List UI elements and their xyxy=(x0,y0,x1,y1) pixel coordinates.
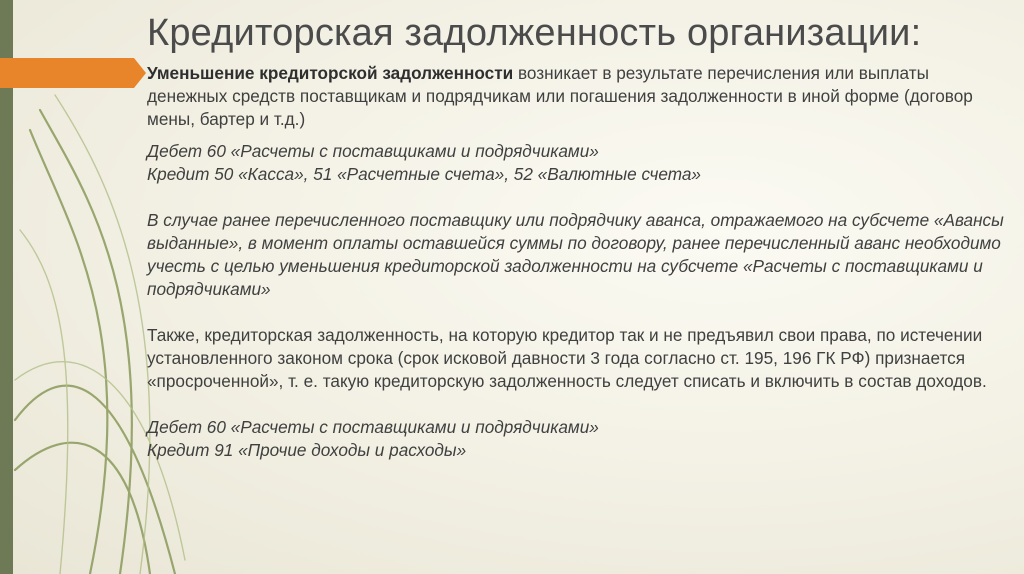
page-title: Кредиторская задолженность организации: xyxy=(147,12,922,54)
accent-arrow xyxy=(134,58,146,88)
accounting-entry-2 xyxy=(147,416,1007,462)
overdue-paragraph: Также, кредиторская задолженность, на которую кредитор так и не предъявил свои права, по истечении установленного законом срока (срок исковой давности 3 года согласно ст. 195, 196 ГК РФ) признается «просроченной», т. е. такую кредиторскую задолженность следует списать и включить в состав доходов. xyxy=(147,325,987,391)
intro-bold-term: Уменьшение кредиторской задолженности xyxy=(147,63,514,83)
slide-content xyxy=(147,62,1007,485)
accounting-entry-1 xyxy=(147,140,1007,186)
advance-paragraph: В случае ранее перечисленного поставщику или подрядчику аванса, отражаемого на субсчете «Авансы выданные», в момент оплаты оставшейся суммы по договору, ранее перечисленный аванс необходимо учесть с целью уменьшения кредиторской задолженности на субсчете «Расчеты с поставщиками и подрядчиками» xyxy=(147,210,1004,299)
accent-tab xyxy=(0,58,134,88)
entry-1-debit: Дебет 60 «Расчеты с поставщиками и подрядчиками» xyxy=(147,141,599,161)
entry-2-debit: Дебет 60 «Расчеты с поставщиками и подрядчиками» xyxy=(147,417,599,437)
intro-paragraph xyxy=(147,62,1007,131)
entry-1-credit: Кредит 50 «Касса», 51 «Расчетные счета», 52 «Валютные счета» xyxy=(147,164,701,184)
intro-text: возникает в результате перечисления или выплаты денежных средств поставщикам и подрядчикам или погашения задолженности в иной форме (договор мены, бартер и т.д.) xyxy=(147,63,973,129)
entry-2-credit: Кредит 91 «Прочие доходы и расходы» xyxy=(147,440,467,460)
